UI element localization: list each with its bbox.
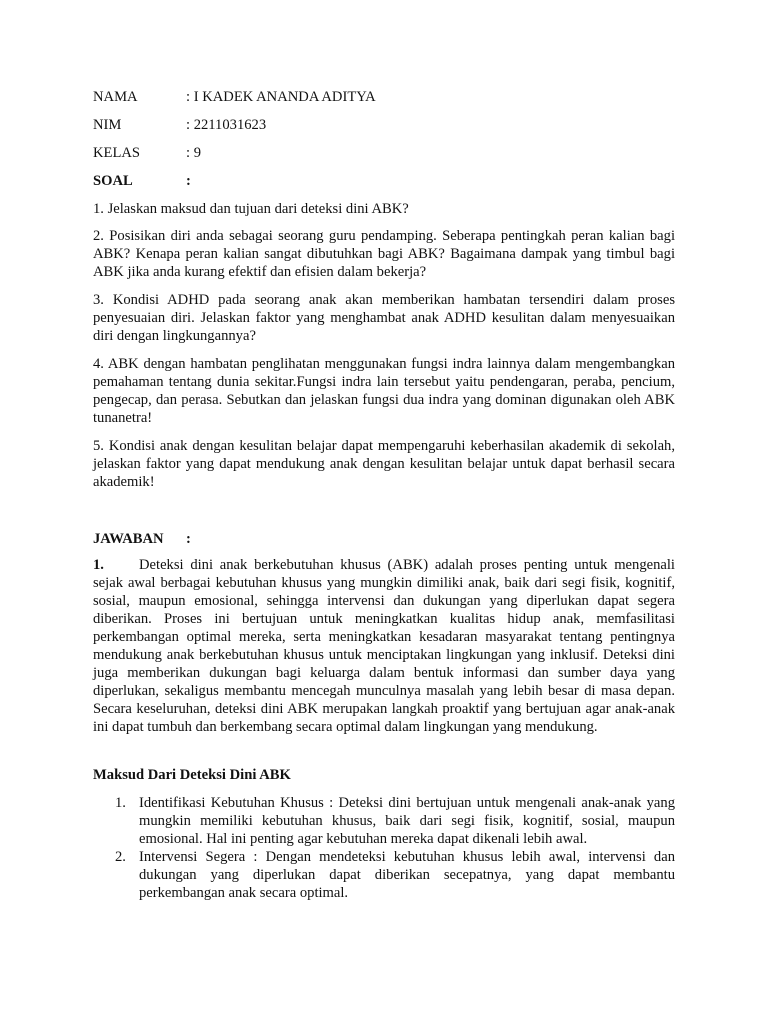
question-2: 2. Posisikan diri anda sebagai seorang guru pendamping. Seberapa pentingkah peran kalian bagi ABK? Kenapa peran kalian sangat dibutuhkan bagi ABK? Bagaimana dampak yang timbul bagi ABK jika anda kurang efektif dan efisien dalam bekerja? bbox=[93, 228, 675, 280]
maksud-item-2-text: Intervensi Segera : Dengan mendeteksi kebutuhan khusus lebih awal, intervensi dan dukungan yang diperlukan dapat diberikan secepatnya, yang dapat membantu perkembangan anak secara optimal. bbox=[139, 849, 675, 901]
answer-1-text: Deteksi dini anak berkebutuhan khusus (ABK) adalah proses penting untuk mengenali sejak awal berbagai kebutuhan khusus yang mungkin dimiliki anak, baik dari segi fisik, kognitif, sosial, maupun emosional, sehingga intervensi dan dukungan yang diperlukan dapat segera diberikan. Proses ini bertujuan untuk meningkatkan kualitas hidup anak, memfasilitasi perkembangan optimal mereka, serta meningkatkan kesadaran masyarakat tentang pentingnya mendukung anak berkebutuhan khusus untuk menciptakan lingkungan yang inklusif. Deteksi dini juga memberikan dukungan bagi keluarga dalam bentuk informasi dan sumber daya yang diperlukan, sekaligus membantu mencegah munculnya masalah yang lebih besar di masa depan. Secara keseluruhan, deteksi dini ABK merupakan langkah proaktif yang bertujuan agar anak-anak ini dapat tumbuh dan berkembang secara optimal dalam lingkungan yang mendukung. bbox=[93, 557, 675, 735]
kelas-label: KELAS bbox=[93, 145, 141, 161]
question-5: 5. Kondisi anak dengan kesulitan belajar dapat mempengaruhi keberhasilan akademik di sekolah, jelaskan faktor yang dapat mendukung anak dengan kesulitan belajar untuk dapat berhasil secara akademik! bbox=[93, 438, 675, 490]
maksud-item-2-number: 2. bbox=[115, 849, 126, 865]
maksud-item-1-text: Identifikasi Kebutuhan Khusus : Deteksi dini bertujuan untuk mengenali anak-anak yang mungkin memiliki kebutuhan khusus, baik dari segi fisik, kognitif, sosial, maupun emosional. Hal ini penting agar kebutuhan mereka dapat dikenali lebih awal. bbox=[139, 795, 675, 847]
maksud-item-1-number: 1. bbox=[115, 795, 126, 811]
maksud-item-1 bbox=[115, 794, 675, 848]
kelas-value: : 9 bbox=[186, 145, 201, 161]
soal-colon: : bbox=[186, 173, 191, 189]
nama-value: : I KADEK ANANDA ADITYA bbox=[186, 89, 376, 105]
nim-value: : 2211031623 bbox=[186, 117, 267, 133]
maksud-item-2 bbox=[115, 848, 675, 902]
jawaban-heading: JAWABAN bbox=[93, 531, 164, 547]
nama-label: NAMA bbox=[93, 89, 138, 105]
soal-label: SOAL bbox=[93, 173, 133, 189]
jawaban-colon: : bbox=[186, 531, 191, 547]
question-4: 4. ABK dengan hambatan penglihatan menggunakan fungsi indra lainnya dalam mengembangkan pemahaman tentang dunia sekitar.Fungsi indra lain tersebut yaitu pendengaran, peraba, pencium, pengecap, dan perasa. Sebutkan dan jelaskan fungsi dua indra yang dominan digunakan oleh ABK tunanetra! bbox=[93, 356, 675, 426]
maksud-heading: Maksud Dari Deteksi Dini ABK bbox=[93, 767, 291, 783]
answer-1-number: 1. bbox=[93, 557, 104, 573]
question-3: 3. Kondisi ADHD pada seorang anak akan memberikan hambatan tersendiri dalam proses penyesuaian diri. Jelaskan faktor yang menghambat anak ADHD kesulitan dalam menyesuaikan diri dengan lingkungannya? bbox=[93, 292, 675, 344]
nim-label: NIM bbox=[93, 117, 122, 133]
question-1: 1. Jelaskan maksud dan tujuan dari deteksi dini ABK? bbox=[93, 201, 409, 217]
answer-1-block bbox=[0, 556, 768, 756]
